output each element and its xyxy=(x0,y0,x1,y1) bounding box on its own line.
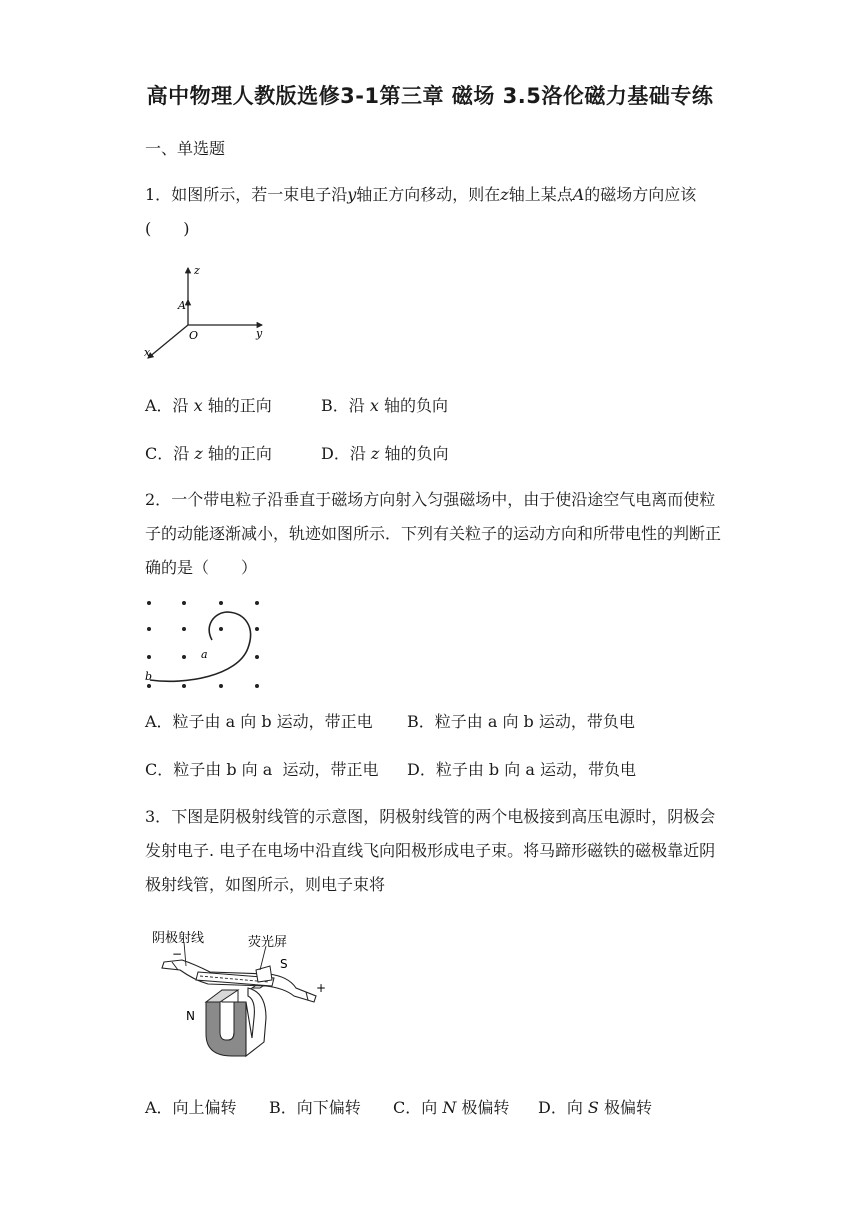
variable-z: z xyxy=(500,185,509,204)
variable-A: A xyxy=(572,185,585,204)
option-1B[interactable]: B．沿 x 轴的负向 xyxy=(321,396,448,415)
option-1A[interactable]: A．沿 x 轴的正向 xyxy=(145,396,272,415)
point-b-label: b xyxy=(145,670,153,683)
option-2B[interactable]: B．粒子由 a 向 b 运动，带负电 xyxy=(407,712,635,731)
question-2-options-row-2 xyxy=(145,757,636,780)
question-3-options-row xyxy=(145,1095,652,1118)
S-pole-label: S xyxy=(280,957,288,971)
A-label: A xyxy=(178,299,186,312)
option-1C[interactable]: C．沿 z 轴的正向 xyxy=(145,444,272,463)
cathode-ray-tube xyxy=(162,960,316,1002)
cathode-ray-tube-figure xyxy=(148,922,348,1062)
field-dots xyxy=(147,601,259,688)
question-number: 3． xyxy=(145,807,172,826)
cathode-ray-label: 阴极射线 xyxy=(152,931,205,946)
particle-trajectory xyxy=(150,612,251,681)
x-label: x xyxy=(144,346,151,359)
question-1-options-row-1 xyxy=(145,393,448,416)
option-3A[interactable]: A．向上偏转 xyxy=(145,1098,237,1117)
horseshoe-magnet xyxy=(206,976,278,1056)
O-label: O xyxy=(189,329,199,342)
document-title: 高中物理人教版选修3-1第三章 磁场 3.5洛伦磁力基础专练 xyxy=(146,84,714,108)
option-2D[interactable]: D．粒子由 b 向 a 运动，带负电 xyxy=(407,760,636,779)
option-3C[interactable]: C．向 N 极偏转 xyxy=(393,1098,510,1117)
y-label: y xyxy=(256,327,263,340)
point-a-label: a xyxy=(201,648,208,661)
minus-terminal-label: − xyxy=(172,947,183,961)
question-3-stem: 3．下图是阴极射线管的示意图，阴极射线管的两个电极接到高压电源时，阴极会发射电子. 电子在电场中沿直线飞向阳极形成电子束。将马蹄形磁铁的磁极靠近阴极射线管，如图所示，则电子束将 xyxy=(145,807,716,894)
option-2C[interactable]: C．粒子由 b 向 a 运动，带正电 xyxy=(145,760,379,779)
plus-terminal-label: + xyxy=(316,981,327,995)
fluorescent-screen-label: 荧光屏 xyxy=(248,935,288,950)
variable-y: y xyxy=(347,185,357,204)
option-3D[interactable]: D．向 S 极偏转 xyxy=(538,1098,652,1117)
section-heading: 一、单选题 xyxy=(145,139,226,158)
question-1-stem: 1．如图所示，若一束电子沿y轴正方向移动，则在z轴上某点A的磁场方向应该( ) xyxy=(145,185,697,238)
axes-figure xyxy=(140,262,275,367)
option-3B[interactable]: B．向下偏转 xyxy=(269,1098,361,1117)
z-label: z xyxy=(194,264,200,277)
question-number: 1． xyxy=(145,185,172,204)
question-2-options-row-1 xyxy=(145,709,635,732)
option-2A[interactable]: A．粒子由 a 向 b 运动，带正电 xyxy=(145,712,373,731)
question-2-stem: 2．一个带电粒子沿垂直于磁场方向射入匀强磁场中，由于使沿途空气电离而使粒子的动能逐渐减小，轨迹如图所示．下列有关粒子的运动方向和所带电性的判断正确的是（ ） xyxy=(145,490,722,577)
question-number: 2． xyxy=(145,490,172,509)
magnetic-field-trajectory-figure xyxy=(140,596,270,692)
N-pole-label: N xyxy=(186,1009,195,1023)
option-1D[interactable]: D．沿 z 轴的负向 xyxy=(321,444,449,463)
question-1-options-row-2 xyxy=(145,441,448,464)
x-axis xyxy=(148,325,188,358)
